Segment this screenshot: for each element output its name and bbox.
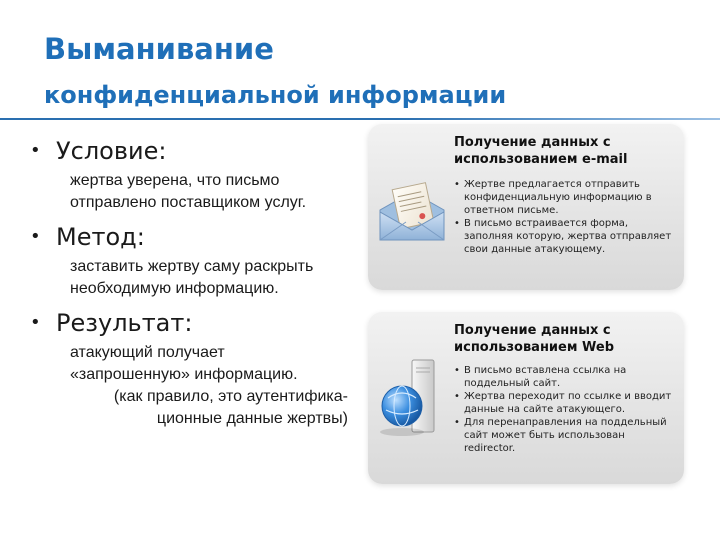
result-text bbox=[70, 342, 360, 430]
method-text bbox=[70, 256, 313, 300]
condition-section bbox=[30, 136, 306, 214]
bullet: • bbox=[30, 312, 41, 333]
list-item: • Для перенаправления на поддельный сайт может быть использован redirector. bbox=[454, 416, 678, 455]
result-line: (как правило, это аутентифика- bbox=[113, 388, 348, 405]
bullet: • bbox=[30, 140, 41, 161]
list-item: • Жертве предлагается отправить конфиденциальную информацию в ответном письме. bbox=[454, 178, 678, 217]
method-heading: Метод: bbox=[56, 223, 145, 251]
result-line: ционные данные жертвы) bbox=[156, 410, 348, 427]
web-card-title: Получение данных с использованием Web bbox=[454, 323, 615, 355]
web-card-list bbox=[454, 364, 678, 455]
condition-line: отправлено поставщиком услуг. bbox=[70, 194, 307, 211]
title-line-1: Выманивание bbox=[44, 32, 274, 66]
web-card bbox=[368, 312, 684, 484]
list-item: • В письмо вставлена ссылка на поддельный сайт. bbox=[454, 364, 678, 390]
result-heading: Результат: bbox=[56, 309, 193, 337]
email-card-list bbox=[454, 178, 678, 256]
envelope-letter-icon bbox=[376, 182, 448, 249]
condition-line: жертва уверена, что письмо bbox=[70, 172, 280, 189]
result-line: атакующий получает bbox=[70, 344, 225, 361]
condition-text bbox=[70, 170, 306, 214]
title-line-2: конфиденциальной информации bbox=[44, 81, 507, 109]
list-item: • В письмо встраивается форма, заполняя которую, жертва отправляет свои данные атакующему. bbox=[454, 217, 678, 256]
email-card-title: Получение данных с использованием e-mail bbox=[454, 135, 628, 167]
title-divider bbox=[0, 118, 720, 120]
web-server-globe-icon bbox=[376, 358, 448, 445]
slide-title bbox=[44, 28, 506, 116]
result-line: «запрошенную» информацию. bbox=[70, 366, 298, 383]
method-section bbox=[30, 222, 313, 300]
condition-heading: Условие: bbox=[56, 137, 167, 165]
list-item: • Жертва переходит по ссылке и вводит данные на сайте атакующего. bbox=[454, 390, 678, 416]
email-card bbox=[368, 124, 684, 290]
bullet: • bbox=[30, 226, 41, 247]
method-line: необходимую информацию. bbox=[70, 280, 279, 297]
result-section bbox=[30, 308, 360, 430]
method-line: заставить жертву саму раскрыть bbox=[70, 258, 314, 275]
